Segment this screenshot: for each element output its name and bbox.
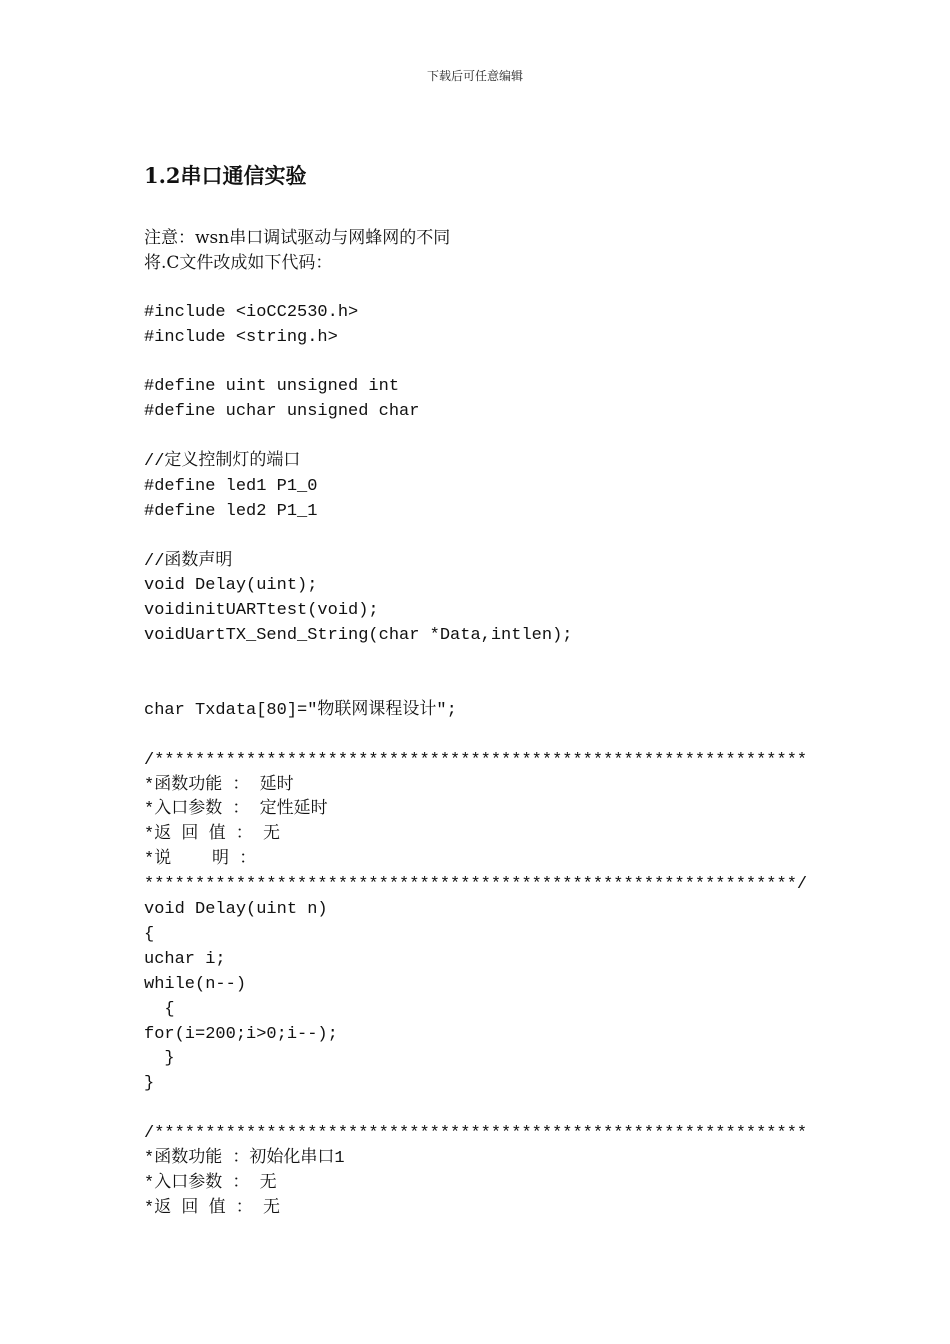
page-title: 1.2串口通信实验 bbox=[144, 163, 307, 188]
code-line: #define uint unsigned int bbox=[144, 377, 400, 397]
blank-line bbox=[144, 425, 904, 450]
code-comment-line: *返 回 值 ： 无 bbox=[144, 825, 281, 845]
blank-line bbox=[144, 525, 904, 550]
blank-line bbox=[144, 350, 904, 375]
code-line: #define uchar unsigned char bbox=[144, 402, 420, 422]
text-line: 注意：wsn串口调试驱动与网蜂网的不同 bbox=[144, 228, 451, 248]
code-comment-line: *入口参数 ： 无 bbox=[144, 1173, 277, 1193]
code-comment-line: //函数声明 bbox=[144, 551, 233, 571]
document-body bbox=[144, 226, 904, 1222]
code-comment-line: /**************************************************************** bbox=[144, 1124, 808, 1144]
code-comment-line: *函数功能 ：初始化串口1 bbox=[144, 1148, 345, 1168]
code-line: for(i=200;i>0;i--); bbox=[144, 1024, 338, 1044]
code-line: } bbox=[144, 1049, 175, 1069]
code-line: while(n--) bbox=[144, 974, 247, 994]
code-comment-line: *返 回 值 ： 无 bbox=[144, 1198, 281, 1218]
blank-line bbox=[144, 674, 904, 699]
code-comment-line: *函数功能 ： 延时 bbox=[144, 775, 294, 795]
code-line: { bbox=[144, 999, 175, 1019]
code-line: uchar i; bbox=[144, 949, 226, 969]
code-line: voidinitUARTtest(void); bbox=[144, 601, 379, 621]
code-line: char Txdata[80]="物联网课程设计"; bbox=[144, 700, 457, 720]
code-comment-line: /**************************************************************** bbox=[144, 750, 808, 770]
blank-line bbox=[144, 724, 904, 749]
code-line: { bbox=[144, 924, 155, 944]
code-line: void Delay(uint n) bbox=[144, 900, 328, 920]
code-line: } bbox=[144, 1074, 155, 1094]
code-line: #define led2 P1_1 bbox=[144, 501, 318, 521]
code-line: void Delay(uint); bbox=[144, 576, 318, 596]
code-comment-line: //定义控制灯的端口 bbox=[144, 452, 301, 472]
text-line: 将.C文件改成如下代码： bbox=[144, 252, 333, 273]
blank-line bbox=[144, 276, 904, 301]
code-comment-line: *说 明 ： bbox=[144, 850, 257, 870]
code-comment-line: ****************************************************************/ bbox=[144, 875, 808, 895]
blank-line bbox=[144, 649, 904, 674]
code-line: #define led1 P1_0 bbox=[144, 476, 318, 496]
blank-line bbox=[144, 1097, 904, 1122]
code-line: #include <ioCC2530.h> bbox=[144, 302, 359, 322]
code-line: voidUartTX_Send_String(char *Data,intlen); bbox=[144, 626, 573, 646]
header-note: 下载后可任意编辑 bbox=[426, 69, 523, 83]
code-line: #include <string.h> bbox=[144, 327, 338, 347]
code-comment-line: *入口参数 ： 定性延时 bbox=[144, 800, 328, 820]
